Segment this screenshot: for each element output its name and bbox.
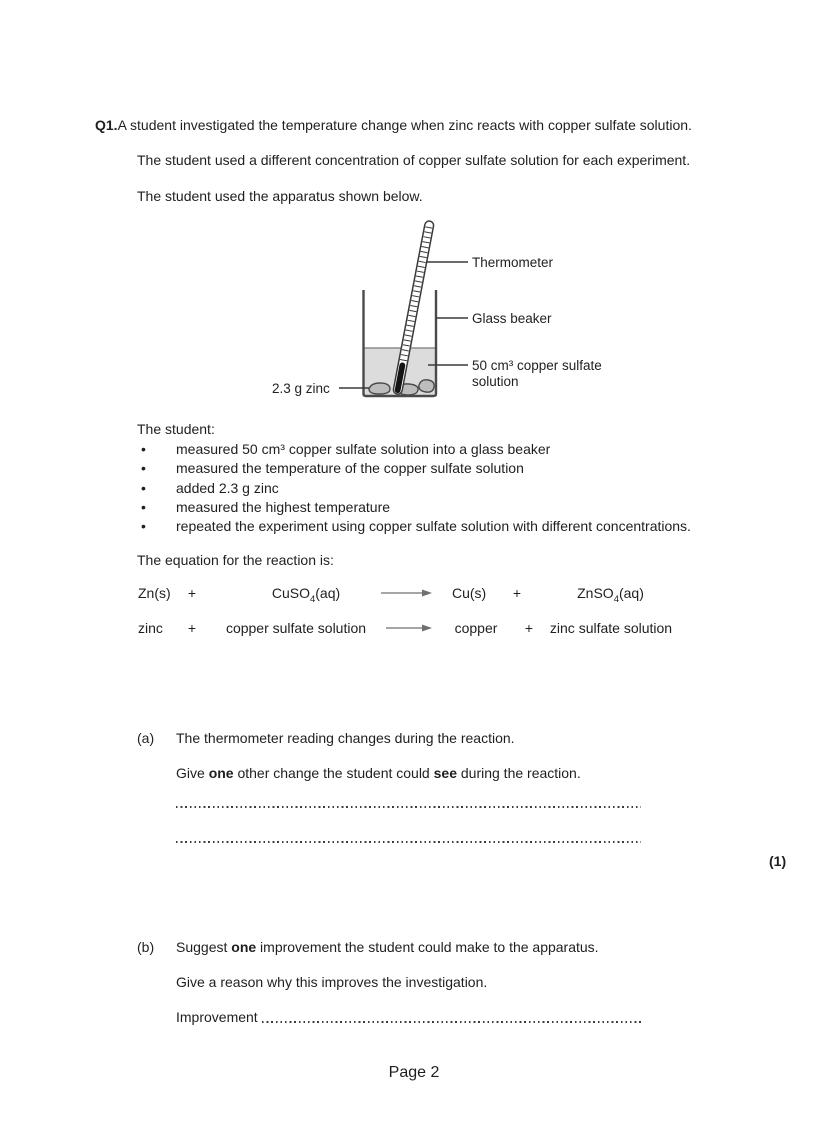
prompt-text: improvement the student could make to the apparatus.	[256, 939, 599, 955]
plus-sign: +	[524, 620, 534, 636]
list-item-text: measured the temperature of the copper sulfate solution	[176, 460, 524, 477]
plus-sign: +	[512, 585, 522, 601]
product-zinc-sulfate-word: zinc sulfate solution	[549, 620, 673, 636]
paragraph-concentration: The student used a different concentration of copper sulfate solution for each experiment.	[137, 152, 691, 168]
paragraph-apparatus: The student used the apparatus shown below.	[137, 188, 423, 204]
symbol-equation	[138, 584, 778, 605]
prompt-bold: one	[208, 765, 234, 781]
question-a-label: (a)	[137, 730, 155, 746]
question-a-prompt	[176, 764, 817, 782]
thermometer-label: Thermometer	[472, 255, 554, 270]
formula-subscript: 4	[309, 593, 316, 605]
plus-sign: +	[187, 585, 197, 601]
formula-state: (aq)	[618, 585, 644, 601]
product-copper-word: copper	[454, 620, 498, 636]
reactant-zinc-formula: Zn(s)	[138, 585, 171, 601]
reactant-zinc-word: zinc	[138, 620, 163, 636]
question-b-prompt	[176, 938, 817, 956]
solution-label-line1: 50 cm³ copper sulfate	[472, 358, 602, 373]
question-a-section	[137, 729, 817, 843]
glass-beaker-label: Glass beaker	[472, 311, 552, 326]
question-intro-line	[95, 116, 692, 134]
apparatus-diagram	[262, 212, 630, 408]
question-intro-text: A student investigated the temperature change when zinc reacts with copper sulfate solution.	[117, 117, 692, 133]
page-number: Page 2	[388, 1064, 440, 1081]
list-item	[137, 498, 817, 517]
improvement-label: Improvement	[176, 1009, 258, 1025]
prompt-text: Suggest	[176, 939, 232, 955]
prompt-bold: see	[433, 765, 457, 781]
bullet-icon: •	[141, 441, 146, 457]
question-b-label: (b)	[137, 939, 155, 955]
reaction-arrow-icon	[380, 588, 432, 598]
list-item	[137, 459, 817, 478]
reactant-copper-sulfate-word: copper sulfate solution	[225, 620, 367, 636]
prompt-bold: one	[231, 939, 257, 955]
procedure-list	[137, 440, 817, 536]
list-item	[137, 479, 817, 498]
zinc-mass-label: 2.3 g zinc	[272, 381, 330, 396]
list-item	[137, 517, 817, 536]
bullet-icon: •	[141, 479, 146, 496]
solution-label-line2: solution	[472, 374, 519, 389]
bullet-icon: •	[141, 460, 146, 477]
question-b-reason-line: Give a reason why this improves the investigation.	[176, 974, 488, 990]
formula-base: CuSO	[271, 585, 310, 601]
bullet-icon: •	[141, 518, 146, 535]
question-a-marks-badge: (1)	[769, 853, 787, 869]
list-item	[137, 440, 817, 459]
product-zinc-sulfate-formula	[563, 584, 658, 605]
bullet-icon: •	[141, 498, 146, 515]
improvement-row	[176, 1008, 644, 1026]
word-equation	[138, 619, 778, 637]
formula-subscript: 4	[613, 593, 619, 605]
list-item-text: measured the highest temperature	[176, 498, 391, 515]
list-item-text: added 2.3 g zinc	[176, 479, 279, 496]
product-copper-formula: Cu(s)	[452, 585, 487, 601]
answer-line	[176, 841, 641, 843]
prompt-text: during the reaction.	[456, 765, 581, 781]
list-item-text: measured 50 cm³ copper sulfate solution into a glass beaker	[176, 441, 551, 457]
prompt-text: other change the student could	[233, 765, 434, 781]
plus-sign: +	[187, 620, 197, 636]
formula-state: (aq)	[315, 585, 341, 601]
question-a-statement: The thermometer reading changes during the reaction.	[176, 730, 515, 746]
reaction-arrow-icon	[385, 623, 432, 633]
prompt-text: Give	[176, 765, 209, 781]
list-item-text: repeated the experiment using copper sulfate solution with different concentrations.	[176, 518, 691, 535]
formula-base: ZnSO	[577, 585, 614, 601]
procedure-heading: The student:	[137, 421, 215, 437]
reactant-copper-sulfate-formula	[262, 584, 350, 605]
answer-line	[176, 806, 641, 808]
question-number: Q1.	[95, 117, 118, 133]
equation-intro: The equation for the reaction is:	[137, 552, 334, 568]
answer-line	[262, 1021, 644, 1023]
question-b-section	[137, 938, 817, 1026]
